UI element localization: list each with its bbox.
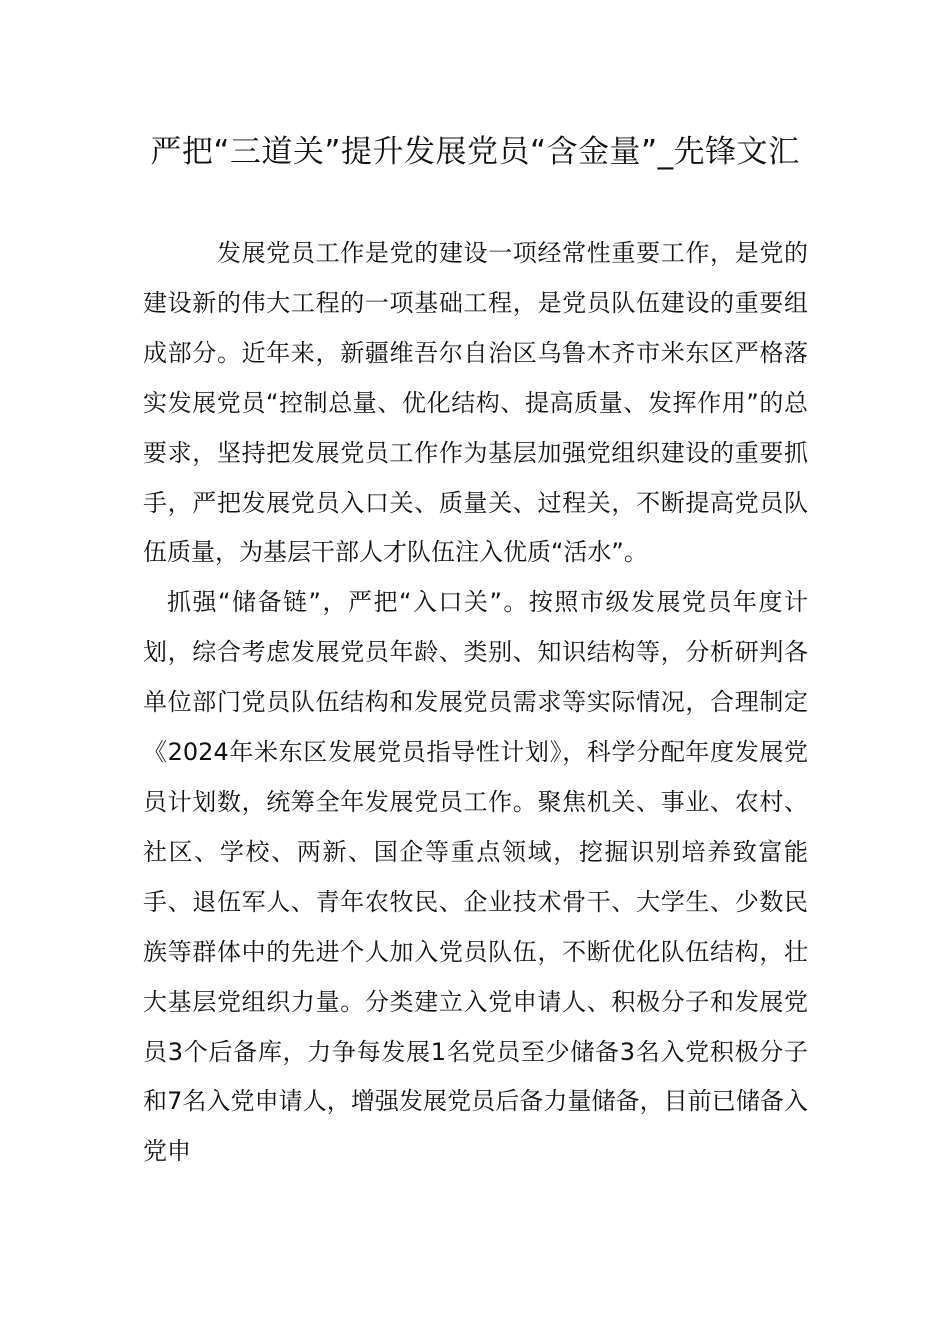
paragraph-reserve-chain: 抓强“储备链”，严把“入口关”。按照市级发展党员年度计划，综合考虑发展党员年龄、类别、知识结构等，分析研判各单位部门党员队伍结构和发展党员需求等实际情况，合理制定《2024年米东区发展党员指导性计划》，科学分配年度发展党员计划数，统筹全年发展党员工作。聚焦机关、事业、农村、社区、学校、两新、国企等重点领域，挖掘识别培养致富能手、退伍军人、青年农牧民、企业技术骨干、大学生、少数民族等群体中的先进个人加入党员队伍，不断优化队伍结构，壮大基层党组织力量。分类建立入党申请人、积极分子和发展党员3个后备库，力争每发展1名党员至少储备3名入党积极分子和7名入党申请人，增强发展党员后备力量储备，目前已储备入党申 <box>143 588 808 1166</box>
document-title: 严把“三道关”提升发展党员“含金量”_先锋文汇 <box>150 134 800 170</box>
document-body <box>143 229 808 1177</box>
paragraph-intro: 发展党员工作是党的建设一项经常性重要工作，是党的建设新的伟大工程的一项基础工程，是党员队伍建设的重要组成部分。近年来，新疆维吾尔自治区乌鲁木齐市米东区严格落实发展党员“控制总量、优化结构、提高质量、发挥作用”的总要求，坚持把发展党员工作作为基层加强党组织建设的重要抓手，严把发展党员入口关、质量关、过程关，不断提高党员队伍质量，为基层干部人才队伍注入优质“活水”。 <box>143 239 808 567</box>
